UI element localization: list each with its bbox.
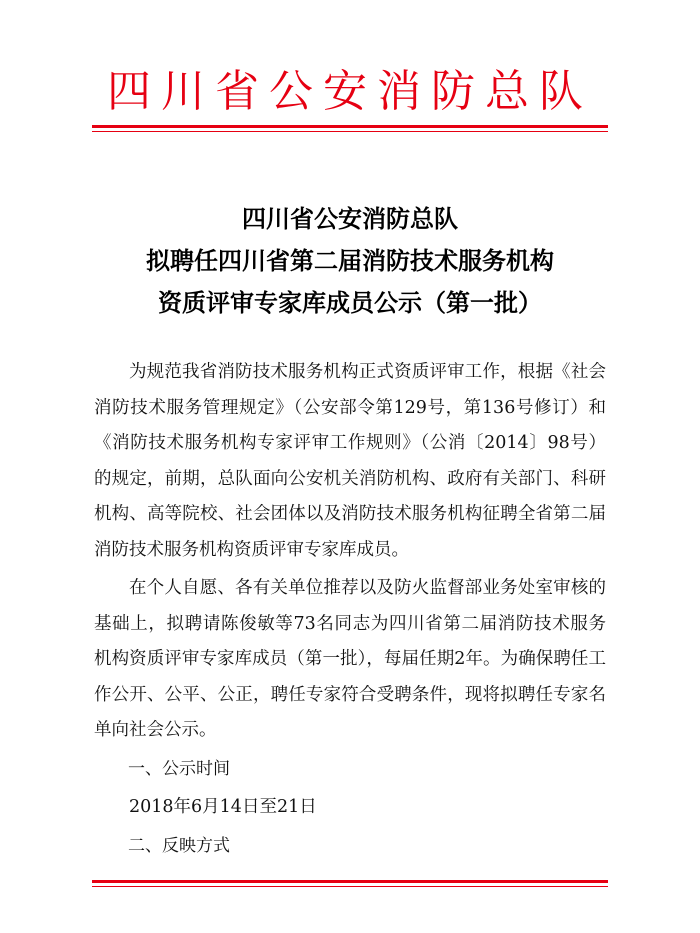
body-paragraph: 在个人自愿、各有关单位推荐以及防火监督部业务处室审核的基础上，拟聘请陈俊敏等73名同志为四川省第二届消防技术服务机构资质评审专家库成员（第一批），每届任期2年。为确保聘任工作公开、公平、公正，聘任专家符合受聘条件，现将拟聘任专家名单向社会公示。 [94,578,606,740]
document-title-line: 拟聘任四川省第二届消防技术服务机构 [146,246,554,275]
footer-rule-thin [92,886,608,887]
letterhead-rule-thick [92,125,608,128]
document-title [0,198,700,324]
document-title-line: 资质评审专家库成员公示（第一批） [158,288,542,317]
letterhead-title: 四川省公安消防总队 [107,67,593,116]
notice-period: 2018年6月14日至21日 [129,797,317,817]
letterhead-rule-thin [92,131,608,132]
section-heading: 一、公示时间 [128,758,230,779]
footer-rule-thick [92,880,608,883]
document-body [94,355,606,867]
body-paragraph: 为规范我省消防技术服务机构正式资质评审工作，根据《社会消防技术服务管理规定》（公安部令第129号，第136号修订）和《消防技术服务机构专家评审工作规则》（公消〔2014〕98号）的规定，前期，总队面向公安机关消防机构、政府有关部门、科研机构、高等院校、社会团体以及消防技术服务机构征聘全省第二届消防技术服务机构资质评审专家库成员。 [94,362,606,560]
document-title-line: 四川省公安消防总队 [242,204,458,233]
section-heading: 二、反映方式 [128,835,230,856]
